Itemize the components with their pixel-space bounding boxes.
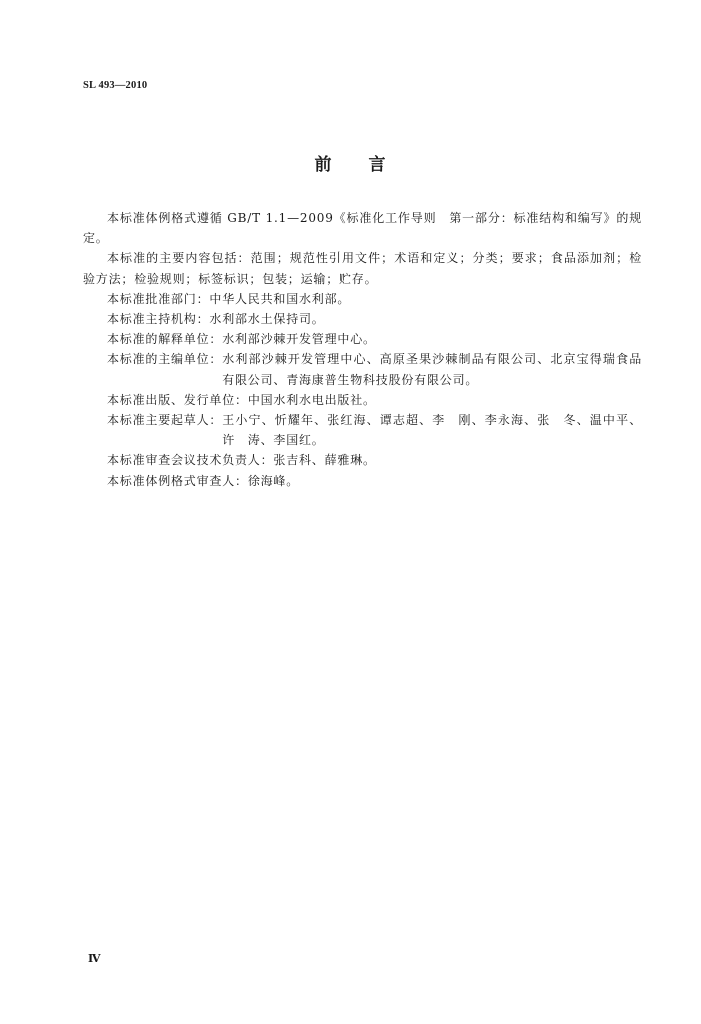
item-value: 张吉科、薛雅琳。	[273, 453, 376, 468]
item-drafters	[107, 410, 642, 450]
item-chief-editing-units	[107, 349, 642, 389]
item-label: 本标准主要起草人：	[107, 413, 223, 428]
standard-code: SL 493—2010	[83, 80, 148, 91]
page-title: 前 言	[314, 155, 387, 175]
item-label: 本标准批准部门：	[107, 291, 210, 306]
item-value: 中国水利水电出版社。	[247, 392, 376, 407]
item-approval-department	[107, 289, 642, 309]
item-label: 本标准体例格式审查人：	[107, 473, 248, 488]
item-label: 本标准的主编单位：	[107, 352, 223, 367]
item-presiding-agency	[107, 309, 642, 329]
paragraph-contents: 本标准的主要内容包括：范围；规范性引用文件；术语和定义；分类；要求；食品添加剂；检验方法；检验规则；标签标识；包装；运输；贮存。	[83, 251, 642, 286]
item-label: 本标准主持机构：	[107, 312, 210, 327]
item-value: 王小宁、忻耀年、张红海、谭志超、李 刚、李永海、张 冬、温中平、许 涛、李国红。	[222, 413, 642, 448]
item-value: 徐海峰。	[247, 473, 300, 488]
item-label: 本标准出版、发行单位：	[107, 392, 248, 407]
foreword-body	[83, 208, 642, 491]
item-value: 水利部沙棘开发管理中心、高原圣果沙棘制品有限公司、北京宝得瑞食品有限公司、青海康普生物科技股份有限公司。	[222, 352, 642, 387]
page-number: Ⅳ	[88, 953, 101, 965]
item-value: 水利部沙棘开发管理中心。	[222, 332, 376, 347]
item-value: 中华人民共和国水利部。	[209, 291, 351, 306]
item-label: 本标准审查会议技术负责人：	[107, 453, 274, 468]
item-value: 水利部水土保持司。	[209, 312, 325, 327]
item-publisher	[107, 390, 642, 410]
item-format-reviewer	[107, 471, 642, 491]
item-interpretation-unit	[107, 329, 642, 349]
item-label: 本标准的解释单位：	[107, 332, 223, 347]
item-review-technical-lead	[107, 450, 642, 470]
paragraph-format: 本标准体例格式遵循 GB/T 1.1—2009《标准化工作导则 第一部分：标准结构和编写》的规定。	[83, 211, 642, 246]
